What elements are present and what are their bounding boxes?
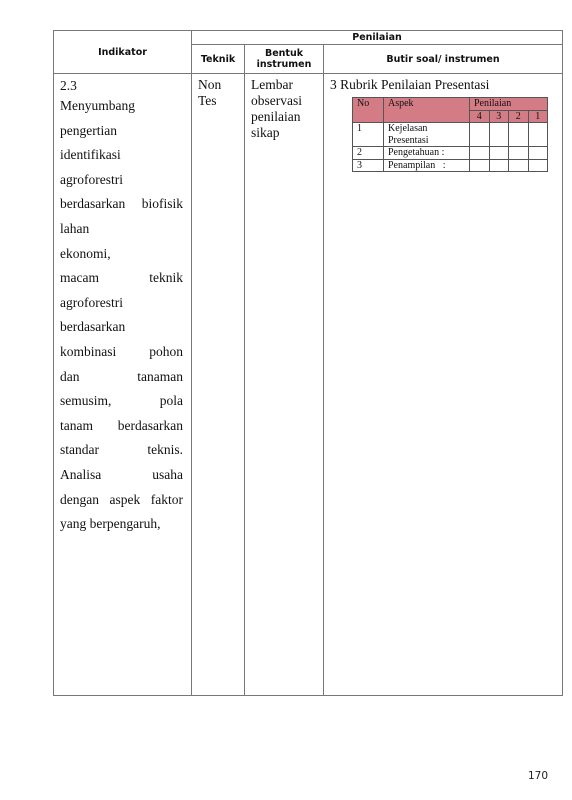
indikator-line: kombinasi pohon — [60, 343, 183, 359]
rubric-score-header: 3 — [489, 110, 509, 123]
rubric-score-cell — [489, 147, 509, 160]
rubric-row-aspek — [384, 123, 470, 147]
rubric-score-cell — [489, 159, 509, 172]
rubric-header-no: No — [353, 98, 384, 123]
indikator-line: dan tanaman — [60, 368, 183, 384]
rubric-score-cell — [470, 159, 490, 172]
rubric-row-aspek: Penampilan : — [384, 159, 470, 172]
header-bentuk-line2: instrumen — [256, 59, 312, 70]
rubric-row-no: 3 — [353, 159, 384, 172]
rubric-table — [352, 97, 548, 172]
rubric-row-aspek: Pengetahuan : — [384, 147, 470, 160]
indikator-line: standar teknis. — [60, 442, 183, 458]
header-penilaian: Penilaian — [192, 31, 563, 45]
header-bentuk-line1: Bentuk — [264, 48, 304, 59]
indikator-line: Menyumbang — [60, 98, 135, 113]
indikator-line: 2.3 — [60, 78, 77, 93]
rubric-score-header: 4 — [470, 110, 490, 123]
rubric-score-cell — [470, 147, 490, 160]
teknik-cell — [192, 74, 245, 696]
rubric-score-cell — [528, 159, 548, 172]
rubric-title: 3 Rubrik Penilaian Presentasi — [330, 77, 490, 92]
bentuk-cell — [245, 74, 324, 696]
rubric-aspek-line2: Presentasi — [388, 134, 429, 146]
indikator-line: semusim, pola — [60, 393, 183, 409]
teknik-line2: Tes — [198, 93, 217, 108]
rubric-score-cell — [528, 123, 548, 147]
indikator-line: agroforestri — [60, 294, 123, 310]
header-teknik: Teknik — [192, 45, 245, 74]
rubric-score-cell — [470, 123, 490, 147]
butir-cell — [324, 74, 563, 696]
indikator-line: tanam berdasarkan — [60, 417, 183, 433]
rubric-row-no: 1 — [353, 123, 384, 147]
rubric-score-cell — [489, 123, 509, 147]
indikator-line: berdasarkan biofisik — [60, 196, 183, 212]
indikator-cell — [54, 74, 192, 696]
indikator-line: identifikasi — [60, 147, 121, 163]
rubric-header-aspek: Aspek — [384, 98, 470, 123]
rubric-header-penilaian: Penilaian — [470, 98, 548, 111]
rubric-aspek-line1: Kejelasan — [388, 123, 428, 134]
rubric-score-cell — [509, 159, 529, 172]
indikator-line: berdasarkan — [60, 319, 126, 335]
rubric-score-header: 2 — [509, 110, 529, 123]
indikator-line: dengan aspek faktor — [60, 491, 183, 507]
rubric-score-header: 1 — [528, 110, 548, 123]
header-bentuk-instrumen — [245, 45, 324, 74]
indikator-line: ekonomi, — [60, 245, 111, 261]
bentuk-line: penilaian — [251, 109, 301, 124]
indikator-line: Analisa usaha — [60, 466, 183, 482]
rubric-row-no: 2 — [353, 147, 384, 160]
indikator-line: pengertian — [60, 122, 117, 138]
rubric-score-cell — [509, 147, 529, 160]
indikator-line: macam teknik — [60, 270, 183, 286]
bentuk-line: Lembar — [251, 77, 293, 92]
page-number: 170 — [528, 770, 549, 782]
header-butir-soal: Butir soal/ instrumen — [324, 45, 563, 74]
teknik-line1: Non — [198, 77, 222, 92]
assessment-table — [53, 30, 563, 696]
indikator-line: lahan — [60, 220, 90, 236]
indikator-line: yang berpengaruh, — [60, 516, 161, 532]
bentuk-line: sikap — [251, 125, 280, 140]
rubric-score-cell — [509, 123, 529, 147]
rubric-score-cell — [528, 147, 548, 160]
bentuk-line: observasi — [251, 93, 302, 108]
indikator-line: agroforestri — [60, 171, 123, 187]
header-indikator: Indikator — [54, 31, 192, 74]
